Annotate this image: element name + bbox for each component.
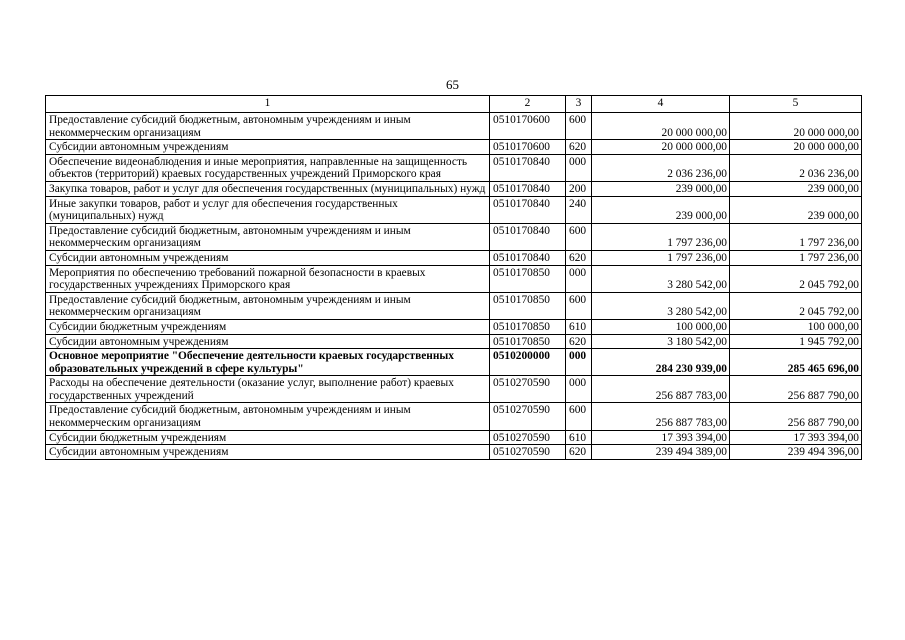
row-expense-type-cell: 600 (566, 223, 592, 250)
row-code-cell: 0510170840 (490, 154, 566, 181)
row-expense-type-cell: 600 (566, 403, 592, 430)
row-amount-1-cell: 256 887 783,00 (592, 403, 730, 430)
row-name-cell: Субсидии автономным учреждениям (46, 445, 490, 460)
row-amount-1-cell: 20 000 000,00 (592, 140, 730, 155)
table-row (46, 334, 862, 349)
row-code-cell: 0510170850 (490, 319, 566, 334)
row-name-cell: Обеспечение видеонаблюдения и иные мероприятия, направленные на защищенность объектов (территорий) краевых государственных учреждений Приморского края (46, 154, 490, 181)
row-amount-1-cell: 1 797 236,00 (592, 250, 730, 265)
table-body (46, 113, 862, 460)
row-expense-type-cell: 600 (566, 113, 592, 140)
column-header-1: 1 (46, 96, 490, 113)
row-name-cell: Субсидии бюджетным учреждениям (46, 430, 490, 445)
row-expense-type-cell: 240 (566, 196, 592, 223)
table-row (46, 403, 862, 430)
table-header-row (46, 96, 862, 113)
budget-table (45, 95, 862, 460)
table-row (46, 113, 862, 140)
row-amount-2-cell: 17 393 394,00 (730, 430, 862, 445)
row-name-cell: Субсидии автономным учреждениям (46, 250, 490, 265)
row-amount-1-cell: 20 000 000,00 (592, 113, 730, 140)
row-code-cell: 0510200000 (490, 349, 566, 376)
row-amount-1-cell: 239 000,00 (592, 196, 730, 223)
row-expense-type-cell: 000 (566, 376, 592, 403)
table-row (46, 154, 862, 181)
row-name-cell: Субсидии автономным учреждениям (46, 334, 490, 349)
column-header-3: 3 (566, 96, 592, 113)
row-expense-type-cell: 620 (566, 445, 592, 460)
row-amount-2-cell: 2 045 792,00 (730, 265, 862, 292)
row-amount-1-cell: 239 000,00 (592, 181, 730, 196)
row-expense-type-cell: 000 (566, 265, 592, 292)
row-amount-1-cell: 284 230 939,00 (592, 349, 730, 376)
row-amount-2-cell: 256 887 790,00 (730, 376, 862, 403)
row-expense-type-cell: 200 (566, 181, 592, 196)
table-row (46, 265, 862, 292)
row-code-cell: 0510170850 (490, 292, 566, 319)
row-name-cell: Предоставление субсидий бюджетным, автономным учреждениям и иным некоммерческим организациям (46, 113, 490, 140)
row-code-cell: 0510170850 (490, 265, 566, 292)
row-name-cell: Мероприятия по обеспечению требований пожарной безопасности в краевых государственных учреждениях Приморского края (46, 265, 490, 292)
row-amount-1-cell: 17 393 394,00 (592, 430, 730, 445)
row-code-cell: 0510170600 (490, 140, 566, 155)
table-row (46, 292, 862, 319)
column-header-5: 5 (730, 96, 862, 113)
row-name-cell: Основное мероприятие "Обеспечение деятельности краевых государственных образовательных учреждений в сфере культуры" (46, 349, 490, 376)
row-expense-type-cell: 620 (566, 250, 592, 265)
row-name-cell: Субсидии бюджетным учреждениям (46, 319, 490, 334)
row-code-cell: 0510170840 (490, 250, 566, 265)
row-code-cell: 0510170840 (490, 181, 566, 196)
table-row (46, 181, 862, 196)
row-code-cell: 0510170600 (490, 113, 566, 140)
row-name-cell: Предоставление субсидий бюджетным, автономным учреждениям и иным некоммерческим организациям (46, 223, 490, 250)
row-amount-2-cell: 2 036 236,00 (730, 154, 862, 181)
row-code-cell: 0510270590 (490, 376, 566, 403)
row-amount-1-cell: 239 494 389,00 (592, 445, 730, 460)
row-name-cell: Предоставление субсидий бюджетным, автономным учреждениям и иным некоммерческим организациям (46, 403, 490, 430)
row-expense-type-cell: 620 (566, 140, 592, 155)
column-header-2: 2 (490, 96, 566, 113)
row-amount-1-cell: 256 887 783,00 (592, 376, 730, 403)
row-name-cell: Закупка товаров, работ и услуг для обеспечения государственных (муниципальных) нужд (46, 181, 490, 196)
column-header-4: 4 (592, 96, 730, 113)
row-expense-type-cell: 620 (566, 334, 592, 349)
row-amount-2-cell: 20 000 000,00 (730, 140, 862, 155)
table-row (46, 250, 862, 265)
table-row (46, 319, 862, 334)
row-amount-1-cell: 1 797 236,00 (592, 223, 730, 250)
row-amount-2-cell: 100 000,00 (730, 319, 862, 334)
row-amount-2-cell: 256 887 790,00 (730, 403, 862, 430)
row-name-cell: Предоставление субсидий бюджетным, автономным учреждениям и иным некоммерческим организациям (46, 292, 490, 319)
table-row (46, 430, 862, 445)
row-name-cell: Субсидии автономным учреждениям (46, 140, 490, 155)
table-row (46, 376, 862, 403)
row-amount-2-cell: 239 000,00 (730, 181, 862, 196)
table-row (46, 140, 862, 155)
row-amount-2-cell: 285 465 696,00 (730, 349, 862, 376)
table-row (46, 223, 862, 250)
row-name-cell: Расходы на обеспечение деятельности (оказание услуг, выполнение работ) краевых государственных учреждений (46, 376, 490, 403)
row-code-cell: 0510170850 (490, 334, 566, 349)
row-name-cell: Иные закупки товаров, работ и услуг для обеспечения государственных (муниципальных) нужд (46, 196, 490, 223)
page-number: 65 (446, 77, 459, 92)
row-amount-2-cell: 1 797 236,00 (730, 223, 862, 250)
row-amount-2-cell: 20 000 000,00 (730, 113, 862, 140)
row-code-cell: 0510170840 (490, 223, 566, 250)
row-amount-2-cell: 1 945 792,00 (730, 334, 862, 349)
row-expense-type-cell: 000 (566, 154, 592, 181)
row-amount-1-cell: 2 036 236,00 (592, 154, 730, 181)
row-amount-1-cell: 100 000,00 (592, 319, 730, 334)
row-expense-type-cell: 610 (566, 319, 592, 334)
row-code-cell: 0510270590 (490, 403, 566, 430)
row-amount-1-cell: 3 180 542,00 (592, 334, 730, 349)
row-amount-1-cell: 3 280 542,00 (592, 292, 730, 319)
row-amount-2-cell: 2 045 792,00 (730, 292, 862, 319)
row-expense-type-cell: 000 (566, 349, 592, 376)
row-code-cell: 0510170840 (490, 196, 566, 223)
row-amount-2-cell: 239 494 396,00 (730, 445, 862, 460)
row-amount-2-cell: 239 000,00 (730, 196, 862, 223)
row-amount-1-cell: 3 280 542,00 (592, 265, 730, 292)
row-code-cell: 0510270590 (490, 445, 566, 460)
table-row (46, 349, 862, 376)
row-expense-type-cell: 600 (566, 292, 592, 319)
row-expense-type-cell: 610 (566, 430, 592, 445)
table-row (46, 196, 862, 223)
table-row (46, 445, 862, 460)
row-amount-2-cell: 1 797 236,00 (730, 250, 862, 265)
row-code-cell: 0510270590 (490, 430, 566, 445)
